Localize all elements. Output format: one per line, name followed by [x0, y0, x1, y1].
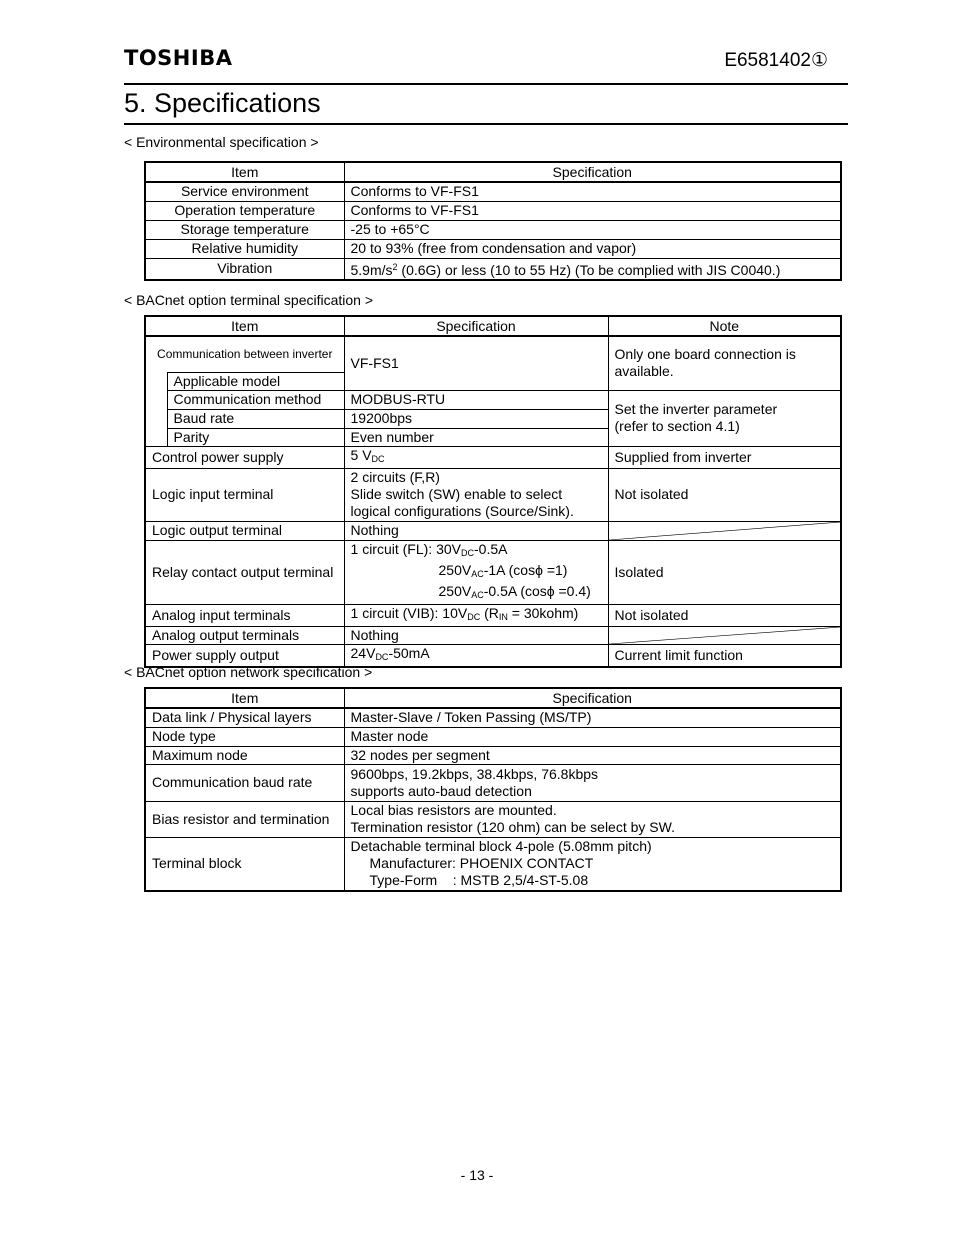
table-row — [145, 258, 841, 280]
table-row — [145, 801, 841, 837]
comm-method-label: Communication method — [167, 390, 344, 409]
relay-line-3: 250V — [438, 582, 472, 599]
table-row — [145, 201, 841, 220]
page-title: 5. Specifications — [124, 88, 321, 118]
applicable-spec: VF-FS1 — [344, 336, 608, 390]
table-row — [145, 468, 841, 521]
env-spec: 20 to 93% (free from condensation and vapor) — [344, 239, 841, 258]
table-row — [145, 604, 841, 626]
subscript: IN — [498, 611, 508, 622]
network-table — [144, 687, 842, 892]
spec-line — [351, 562, 602, 583]
control-power-value: 5 V — [350, 446, 372, 463]
toshiba-logo: TOSHIBA — [124, 46, 233, 70]
network-spec — [344, 801, 841, 837]
power-out-spec — [344, 644, 608, 667]
spec-line: Detachable terminal block 4-pole (5.08mm pitch) — [350, 838, 652, 855]
table-row — [145, 837, 841, 891]
network-spec: Master-Slave / Token Passing (MS/TP) — [344, 708, 841, 727]
title-rule — [124, 123, 848, 125]
terminal-caption: < BACnet option terminal specification > — [124, 292, 374, 308]
analog-out-label: Analog output terminals — [145, 626, 344, 644]
param-note-line: Set the inverter parameter — [614, 401, 778, 417]
table-row — [145, 521, 841, 540]
network-col-item: Item — [145, 688, 344, 708]
table-row — [145, 182, 841, 201]
parity-label: Parity — [167, 428, 344, 446]
relay-line-1-end: -0.5A — [474, 540, 508, 557]
table-row — [145, 446, 841, 468]
env-table — [144, 161, 842, 281]
analog-in-spec — [344, 604, 608, 626]
network-spec — [344, 837, 841, 891]
param-note-line: (refer to section 4.1) — [614, 418, 740, 434]
terminal-col-item: Item — [145, 316, 344, 336]
relay-note: Isolated — [608, 540, 841, 604]
vibration-detail: (0.6G) or less (10 to 55 Hz) (To be complied with JIS C0040.) — [397, 261, 781, 278]
header-rule — [124, 83, 848, 85]
network-item: Bias resistor and termination — [145, 801, 344, 837]
logic-input-label: Logic input terminal — [145, 468, 344, 521]
power-out-current: -50mA — [388, 644, 430, 661]
subscript: DC — [375, 651, 389, 662]
superscript: 2 — [392, 261, 398, 272]
table-row — [145, 336, 841, 372]
network-col-spec: Specification — [344, 688, 841, 708]
network-item: Communication baud rate — [145, 764, 344, 801]
table-row — [145, 764, 841, 801]
baud-rate-label: Baud rate — [167, 409, 344, 428]
network-header-row — [145, 688, 841, 708]
analog-in-value: 1 circuit (VIB): 10V — [350, 604, 468, 621]
spec-line: Local bias resistors are mounted. — [350, 802, 557, 818]
network-item: Maximum node — [145, 746, 344, 764]
env-item: Operation temperature — [145, 201, 344, 220]
param-note — [608, 390, 841, 446]
logic-input-note: Not isolated — [608, 468, 841, 521]
parity-spec: Even number — [344, 428, 608, 446]
power-out-note: Current limit function — [608, 644, 841, 667]
terminal-table — [144, 315, 842, 668]
network-spec: Master node — [344, 727, 841, 746]
applicable-note: Only one board connection is available. — [608, 336, 841, 390]
indent-cell — [145, 372, 167, 446]
table-row — [145, 746, 841, 764]
relay-line-2-end: -1A (cosϕ =1) — [483, 561, 568, 578]
spec-line: Manufacturer: PHOENIX CONTACT — [369, 855, 594, 872]
relay-spec — [344, 540, 608, 604]
relay-line-2: 250V — [438, 561, 472, 578]
subscript: AC — [471, 589, 484, 600]
empty-note-slash — [608, 521, 841, 540]
terminal-header-row — [145, 316, 841, 336]
table-row — [145, 390, 841, 409]
env-spec — [344, 258, 841, 280]
spec-line: Slide switch (SW) enable to select — [350, 486, 563, 502]
env-col-spec: Specification — [344, 162, 841, 182]
control-power-note: Supplied from inverter — [608, 446, 841, 468]
analog-in-r: (R — [480, 604, 499, 621]
subscript: DC — [461, 547, 474, 558]
env-spec: -25 to +65°C — [344, 220, 841, 239]
env-spec: Conforms to VF-FS1 — [344, 182, 841, 201]
env-caption: < Environmental specification > — [124, 134, 319, 150]
spec-line: Termination resistor (120 ohm) can be select by SW. — [350, 819, 675, 835]
spec-line — [351, 583, 602, 604]
env-item: Vibration — [145, 258, 344, 280]
analog-out-spec: Nothing — [344, 626, 608, 644]
applicable-model-label: Applicable model — [167, 372, 344, 390]
table-row — [145, 220, 841, 239]
table-row — [145, 727, 841, 746]
network-spec: 32 nodes per segment — [344, 746, 841, 764]
power-out-value: 24V — [350, 644, 376, 661]
env-item: Service environment — [145, 182, 344, 201]
control-power-label: Control power supply — [145, 446, 344, 468]
document-number: E6581402① — [724, 50, 828, 71]
comm-between-label: Communication between inverter — [145, 336, 344, 372]
table-row — [145, 626, 841, 644]
logic-input-spec — [344, 468, 608, 521]
relay-line-3-end: -0.5A (cosϕ =0.4) — [483, 582, 591, 599]
subscript: DC — [371, 453, 385, 464]
env-item: Storage temperature — [145, 220, 344, 239]
table-row — [145, 708, 841, 727]
spec-line: Type-Form : MSTB 2,5/4-ST-5.08 — [369, 872, 589, 889]
analog-in-note: Not isolated — [608, 604, 841, 626]
spec-line: supports auto-baud detection — [350, 782, 532, 799]
env-col-item: Item — [145, 162, 344, 182]
env-header-row — [145, 162, 841, 182]
relay-label: Relay contact output terminal — [145, 540, 344, 604]
spec-line: 9600bps, 19.2kbps, 38.4kbps, 76.8kbps — [350, 765, 599, 782]
network-item: Terminal block — [145, 837, 344, 891]
subscript: DC — [467, 611, 481, 622]
spec-line: logical configurations (Source/Sink). — [350, 503, 574, 519]
table-row — [145, 239, 841, 258]
subscript: AC — [471, 568, 484, 579]
comm-method-spec: MODBUS-RTU — [344, 390, 608, 409]
page-number: - 13 - — [460, 1167, 494, 1183]
table-row — [145, 540, 841, 604]
analog-in-label: Analog input terminals — [145, 604, 344, 626]
network-item: Node type — [145, 727, 344, 746]
terminal-col-note: Note — [608, 316, 841, 336]
network-caption: < BACnet option network specification > — [124, 664, 373, 680]
env-item: Relative humidity — [145, 239, 344, 258]
baud-rate-spec: 19200bps — [344, 409, 608, 428]
logic-output-label: Logic output terminal — [145, 521, 344, 540]
control-power-spec — [344, 446, 608, 468]
analog-in-ohm: = 30kohm) — [507, 604, 579, 621]
relay-line-1: 1 circuit (FL): 30V — [350, 540, 461, 557]
env-spec: Conforms to VF-FS1 — [344, 201, 841, 220]
logic-output-spec: Nothing — [344, 521, 608, 540]
empty-note-slash — [608, 626, 841, 644]
terminal-col-spec: Specification — [344, 316, 608, 336]
network-item: Data link / Physical layers — [145, 708, 344, 727]
power-out-label: Power supply output — [145, 644, 344, 667]
spec-line — [351, 541, 602, 562]
spec-line: 2 circuits (F,R) — [350, 469, 440, 485]
vibration-value: 5.9m/s — [350, 261, 393, 278]
network-spec — [344, 764, 841, 801]
